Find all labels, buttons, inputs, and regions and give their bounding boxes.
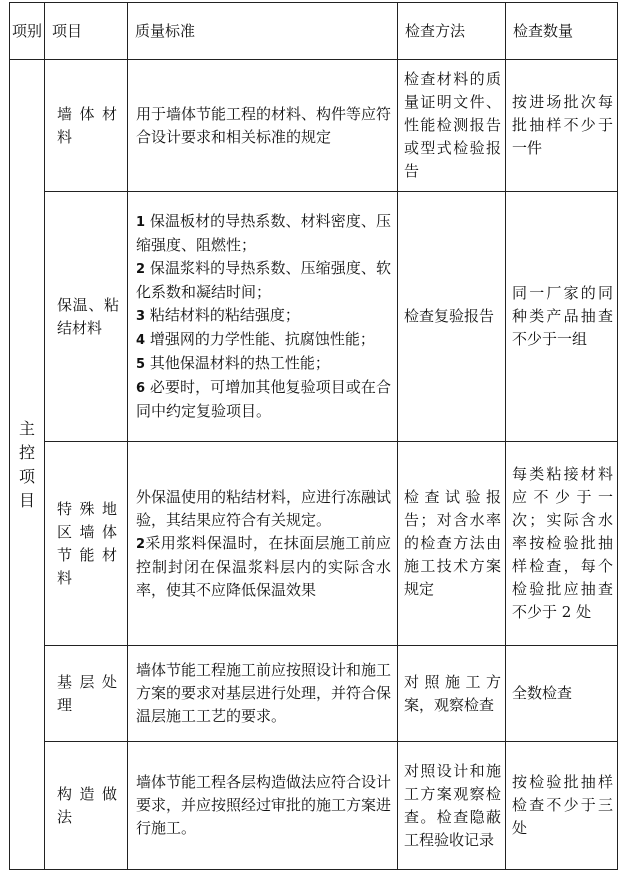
row-method: 检查复验报告 <box>398 192 506 442</box>
header-item: 项目 <box>45 3 128 60</box>
row-item: 特殊地区墙体节能材料 <box>45 442 128 646</box>
quality-standard-table <box>9 2 618 870</box>
standard-line: 1 保温板材的导热系数、材料密度、压缩强度、阻燃性； <box>136 212 391 254</box>
header-standard: 质量标准 <box>128 3 398 60</box>
category-cell <box>10 60 45 870</box>
table-row <box>10 192 618 442</box>
table-row <box>10 742 618 870</box>
row-standard <box>128 192 398 442</box>
standard-line: 5 其他保温材料的热工性能； <box>136 354 330 372</box>
row-quantity: 全数检查 <box>506 646 618 742</box>
row-quantity: 按检验批抽样检查不少于三处 <box>506 742 618 870</box>
row-standard <box>128 442 398 646</box>
row-standard: 墙体节能工程施工前应按照设计和施工方案的要求对基层进行处理，并符合保温层施工工艺的要求。 <box>128 646 398 742</box>
standard-line: 2 保温浆料的导热系数、压缩强度、软化系数和凝结时间； <box>136 259 391 301</box>
standard-paragraph: 外保温使用的粘结材料，应进行冻融试验，其结果应符合有关规定。 <box>136 487 392 529</box>
row-item: 墙体材料 <box>45 60 128 192</box>
header-type: 项别 <box>10 3 45 60</box>
standard-paragraph: 2采用浆料保温时，在抹面层施工前应控制封闭在保温浆料层内的实际含水率，使其不应降低保温效果 <box>136 533 391 599</box>
row-method: 对照设计和施工方案观察检查。检查隐蔽工程验收记录 <box>398 742 506 870</box>
row-standard: 用于墙体节能工程的材料、构件等应符合设计要求和相关标准的规定 <box>128 60 398 192</box>
header-method: 检查方法 <box>398 3 506 60</box>
row-method: 检查材料的质量证明文件、性能检测报告或型式检验报告 <box>398 60 506 192</box>
row-standard: 墙体节能工程各层构造做法应符合设计要求，并应按照经过审批的施工方案进行施工。 <box>128 742 398 870</box>
row-item: 构造做法 <box>45 742 128 870</box>
standard-line: 3 粘结材料的粘结强度； <box>136 306 300 324</box>
standard-line: 6 必要时，可增加其他复验项目或在合同中约定复验项目。 <box>136 378 391 420</box>
header-row <box>10 3 618 60</box>
table-row <box>10 442 618 646</box>
standard-line: 4 增强网的力学性能、抗腐蚀性能； <box>136 330 375 348</box>
row-quantity: 每类粘接材料应不少于一次；实际含水率按检验批抽样检查，每个检验批应抽查不少于 2 处 <box>506 442 618 646</box>
table-row <box>10 60 618 192</box>
row-item: 基层处理 <box>45 646 128 742</box>
row-item: 保温、粘结材料 <box>45 192 128 442</box>
row-quantity: 按进场批次每批抽样不少于一件 <box>506 60 618 192</box>
category-label: 主控项目 <box>18 418 35 510</box>
header-quantity: 检查数量 <box>506 3 618 60</box>
row-method: 检查试验报告；对含水率的检查方法由施工技术方案规定 <box>398 442 506 646</box>
table-row <box>10 646 618 742</box>
row-method: 对照施工方案，观察检查 <box>398 646 506 742</box>
row-quantity: 同一厂家的同种类产品抽查不少于一组 <box>506 192 618 442</box>
